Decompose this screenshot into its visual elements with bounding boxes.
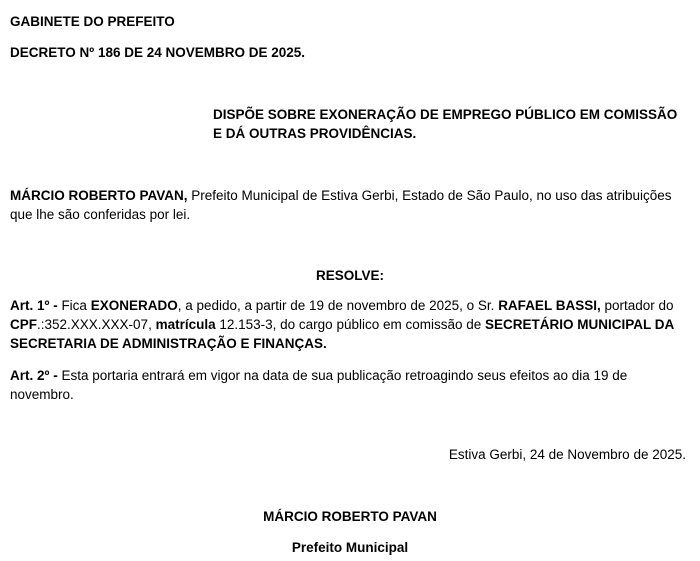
preamble-paragraph	[10, 186, 690, 224]
signature-name: MÁRCIO ROBERTO PAVAN	[263, 509, 437, 524]
position-title: SECRETÁRIO MUNICIPAL DA SECRETARIA DE ADMINISTRAÇÃO E FINANÇAS.	[10, 317, 674, 351]
article-2-text: Esta portaria entrará em vigor na data de sua publicação retroagindo seus efeitos ao dia 19 de novembro.	[10, 368, 628, 402]
article-2-label: Art. 2º -	[10, 368, 58, 383]
decree-summary: DISPÕE SOBRE EXONERAÇÃO DE EMPREGO PÚBLICO EM COMISSÃO E DÁ OUTRAS PROVIDÊNCIAS.	[213, 107, 678, 141]
matricula-label: matrícula	[155, 317, 216, 332]
decree-document	[10, 0, 690, 561]
article-1-text-1: Fica	[57, 298, 91, 313]
resolve-heading: RESOLVE:	[315, 268, 384, 283]
article-1	[10, 296, 690, 353]
exonerated-term: EXONERADO	[90, 298, 178, 313]
preamble-text: Prefeito Municipal de Estiva Gerbi, Estado de São Paulo, no uso das atribuições que lhe são conferidas por lei.	[10, 188, 672, 222]
signature-title: Prefeito Municipal	[291, 540, 409, 555]
article-1-text-2: , a pedido, a partir de 19 de novembro de 2025, o Sr.	[177, 298, 499, 313]
mayor-name: MÁRCIO ROBERTO PAVAN,	[10, 188, 188, 203]
place-date: Estiva Gerbi, 24 de Novembro de 2025.	[448, 447, 686, 462]
article-2	[10, 366, 690, 404]
person-name: RAFAEL BASSI,	[498, 298, 601, 313]
matricula-value: 12.153-3, do cargo público em comissão de	[215, 317, 486, 332]
cpf-value: .:352.XXX.XXX-07,	[37, 317, 156, 332]
article-1-text-3: portador do	[600, 298, 674, 313]
office-heading: GABINETE DO PREFEITO	[10, 14, 175, 29]
decree-title: DECRETO Nº 186 DE 24 NOVEMBRO DE 2025.	[10, 45, 306, 60]
cpf-label: CPF	[10, 317, 37, 332]
article-1-label: Art. 1º -	[10, 298, 58, 313]
